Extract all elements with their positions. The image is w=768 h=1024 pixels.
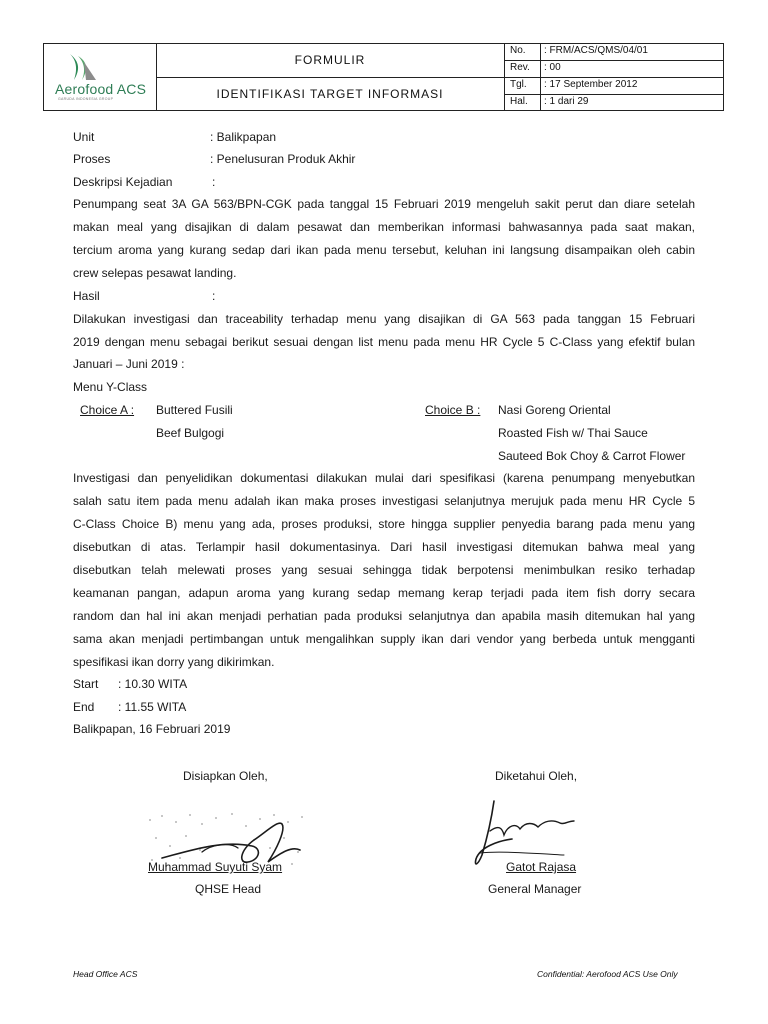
right-caption: Diketahui Oleh, [495, 769, 578, 783]
deskripsi-colon: : [212, 175, 216, 189]
hasil-label: Hasil [73, 289, 100, 303]
menu-item: Buttered Fusili [156, 403, 233, 417]
meta-value: : 00 [544, 62, 561, 73]
deskripsi-line: tercium aroma yang kurang sedap dari ikan pada menu tersebut, keluhan ini langsung disampaikan oleh cabin [73, 243, 695, 257]
hasil-line: 2019 dengan menu sebagai berikut sesuai dengan list menu pada menu HR Cycle 5 C-Class yang efektif bulan [73, 335, 695, 349]
investigasi-line: disebutkan di atas. Terlampir hasil dokumentasinya. Dari hasil investigasi ditemukan bahwa meal yang [73, 540, 695, 554]
hasil-line: Januari – Juni 2019 : [73, 357, 185, 371]
menu-item: Nasi Goreng Oriental [498, 403, 611, 417]
header-divider [156, 77, 504, 78]
hasil-line: Dilakukan investigasi dan traceability terhadap menu yang disajikan di GA 563 pada tanggan 15 Februari [73, 312, 695, 326]
left-signer-role: QHSE Head [195, 882, 262, 896]
end-value: : 11.55 WITA [118, 700, 187, 714]
place-date: Balikpapan, 16 Februari 2019 [73, 722, 231, 736]
header-divider [504, 60, 724, 61]
menu-item: Roasted Fish w/ Thai Sauce [498, 426, 648, 440]
meta-value: : FRM/ACS/QMS/04/01 [544, 45, 648, 56]
unit-label: Unit [73, 130, 95, 144]
menu-heading: Menu Y-Class [73, 380, 148, 394]
form-title: FORMULIR [294, 53, 366, 67]
investigasi-line: keamanan pangan, adapun aroma yang kurang sedap memang kerap terjadi pada item fish dorry secara [73, 586, 695, 600]
header-divider [504, 94, 724, 95]
investigasi-line: disebutkan telah melewati proses yang sesuai sehingga tidak berpotensi menimbulkan resiko terhadap [73, 563, 695, 577]
left-signer-name: Muhammad Suyuti Syam [148, 860, 283, 874]
form-subtitle: IDENTIFIKASI TARGET INFORMASI [216, 87, 444, 101]
menu-item: Sauteed Bok Choy & Carrot Flower [498, 449, 686, 463]
meta-label: Tgl. [510, 79, 527, 90]
meta-label: Rev. [510, 62, 530, 73]
investigasi-line: C-Class Choice B) menu yang ada, proses produksi, store hingga supplier penyedia barang pada menu yang [73, 517, 695, 531]
end-label: End [73, 700, 95, 714]
investigasi-line: sama akan menjadi pertimbangan untuk mengalihkan supply ikan dari vendor yang berbeda untuk mengganti [73, 632, 695, 646]
proses-label: Proses [73, 152, 111, 166]
start-value: : 10.30 WITA [118, 677, 188, 691]
proses-value: : Penelusuran Produk Akhir [210, 152, 356, 166]
deskripsi-line: Penumpang seat 3A GA 563/BPN-CGK pada tanggal 15 Februari 2019 mengeluh sakit perut dan diare setelah [73, 197, 695, 211]
right-signer-role: General Manager [488, 882, 582, 896]
investigasi-line: spesifikasi ikan dorry yang dikirimkan. [73, 655, 275, 669]
meta-value: : 1 dari 29 [544, 96, 589, 107]
choice-b-label: Choice B : [425, 403, 481, 417]
menu-item: Beef Bulgogi [156, 426, 225, 440]
start-label: Start [73, 677, 99, 691]
right-signer-name: Gatot Rajasa [506, 860, 577, 874]
investigasi-line: salah satu item pada menu adalah ikan maka proses investigasi selanjutnya merujuk pada menu HR Cycle 5 [73, 494, 695, 508]
left-caption: Disiapkan Oleh, [183, 769, 268, 783]
company-name: Aerofood ACS [55, 81, 147, 97]
company-group: GARUDA INDONESIA GROUP [58, 97, 114, 101]
meta-value: : 17 September 2012 [544, 79, 638, 90]
choice-a-label: Choice A : [80, 403, 135, 417]
footer-right: Confidential: Aerofood ACS Use Only [537, 969, 678, 979]
aerofood-logo-icon [64, 52, 98, 82]
investigasi-line: Investigasi dan penyelidikan dokumentasi dilakukan mulai dari spesifikasi (karena penumpang menyebutkan [73, 471, 695, 485]
footer-left: Head Office ACS [73, 969, 138, 979]
deskripsi-line: makan meal yang disajikan di dalam pesawat dan memberikan informasi bahwasannya pada saat makan, [73, 220, 695, 234]
header-divider [504, 77, 724, 78]
deskripsi-label: Deskripsi Kejadian [73, 175, 173, 189]
meta-label: Hal. [510, 96, 528, 107]
investigasi-line: random dan hal ini akan menjadi perhatian pada produksi selanjutnya dan apabila masih ditemukan hal yang [73, 609, 695, 623]
meta-label: No. [510, 45, 526, 56]
hasil-colon: : [212, 289, 216, 303]
deskripsi-line: crew selepas pesawat landing. [73, 266, 237, 280]
unit-value: : Balikpapan [210, 130, 277, 144]
